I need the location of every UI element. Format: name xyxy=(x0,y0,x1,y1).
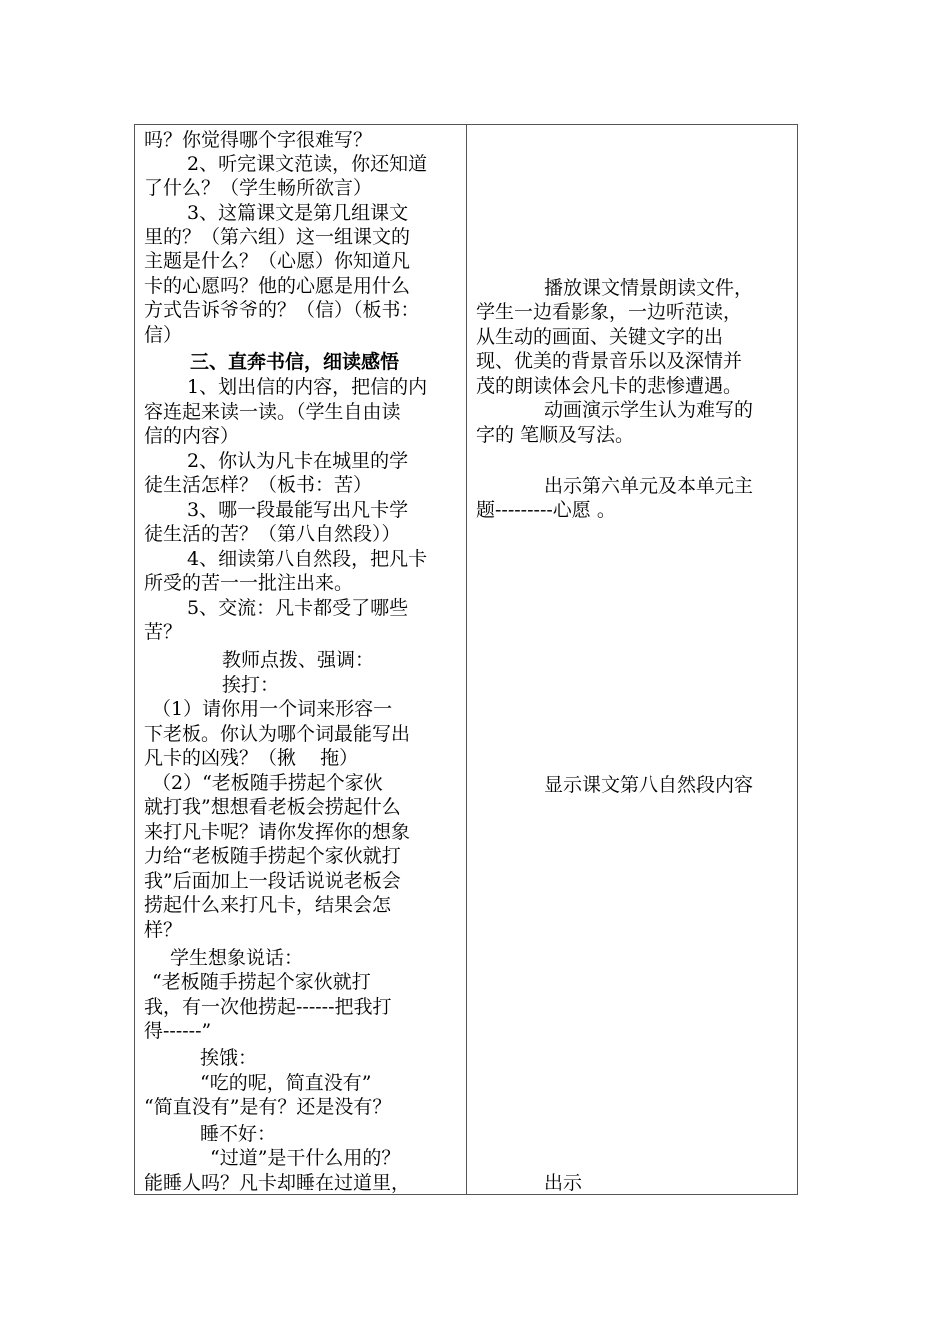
left-line: 徒生活的苦？（第八自然段）） xyxy=(144,523,401,545)
left-line: 捞起什么来打凡卡，结果会怎 xyxy=(144,894,392,916)
left-line: 学生想象说话： xyxy=(170,947,304,969)
left-line: 苦？ xyxy=(144,621,183,643)
right-line: 显示课文第八自然段内容 xyxy=(544,774,754,796)
left-line: 挨打： xyxy=(222,674,280,696)
left-line: 4、细读第八自然段，把凡卡 xyxy=(187,548,428,570)
column-divider xyxy=(466,125,467,1194)
left-line: 挨饿： xyxy=(200,1047,258,1069)
right-line: 从生动的画面、关键文字的出 xyxy=(476,326,724,348)
right-line: 出示 xyxy=(544,1172,583,1194)
left-line: 3、哪一段最能写出凡卡学 xyxy=(187,499,409,521)
left-line: （1）请你用一个词来形容一 xyxy=(152,698,393,720)
left-line: 得------” xyxy=(144,1020,212,1042)
left-line: 样？ xyxy=(144,919,183,941)
left-line: 主题是什么？（心愿）你知道凡 xyxy=(144,250,411,272)
left-line: 我，有一次他捞起------把我打 xyxy=(144,996,392,1018)
left-line: 了什么？（学生畅所欲言） xyxy=(144,177,373,199)
left-line: 力给“老板随手捞起个家伙就打 xyxy=(144,845,401,867)
left-line: 3、这篇课文是第几组课文 xyxy=(187,202,409,224)
left-line: 2、听完课文范读，你还知道 xyxy=(187,153,428,175)
right-line: 播放课文情景朗读文件， xyxy=(544,277,754,299)
left-line: “过道”是干什么用的？ xyxy=(210,1147,401,1169)
left-line: 容连起来读一读。（学生自由读 xyxy=(144,401,401,423)
left-line: 方式告诉爷爷的？（信）（板书： xyxy=(144,299,420,321)
right-line: 动画演示学生认为难写的 xyxy=(544,399,754,421)
left-line: 能睡人吗？凡卡却睡在过道里， xyxy=(144,1172,411,1194)
left-line: “老板随手捞起个家伙就打 xyxy=(152,971,371,993)
left-line: “吃的呢，简直没有” xyxy=(200,1072,372,1094)
left-line: 信的内容） xyxy=(144,425,240,447)
right-line: 学生一边看影象，一边听范读， xyxy=(476,301,743,323)
left-line: 所受的苦一一批注出来。 xyxy=(144,572,354,594)
left-line: （2）“老板随手捞起个家伙 xyxy=(152,772,383,794)
right-line: 字的 笔顺及写法。 xyxy=(476,424,635,446)
left-line: 1、划出信的内容，把信的内 xyxy=(187,376,428,398)
left-line: 就打我”想想看老板会捞起什么 xyxy=(144,796,401,818)
right-line: 茂的朗读体会凡卡的悲惨遭遇。 xyxy=(476,375,743,397)
right-line: 题---------心愿 。 xyxy=(476,499,616,521)
left-line: 5、交流：凡卡都受了哪些 xyxy=(187,597,409,619)
left-line: 凡卡的凶残？（揪 拖） xyxy=(144,747,359,769)
left-line: 我”后面加上一段话说说老板会 xyxy=(144,870,401,892)
section-heading: 三、直奔书信，细读感悟 xyxy=(190,351,400,373)
left-line: 教师点拨、强调： xyxy=(222,649,375,671)
left-line: 吗？你觉得哪个字很难写？ xyxy=(144,129,373,151)
left-line: “简直没有”是有？还是没有？ xyxy=(144,1096,392,1118)
right-line: 出示第六单元及本单元主 xyxy=(544,475,754,497)
left-line: 徒生活怎样？（板书：苦） xyxy=(144,474,373,496)
left-line: 里的？（第六组）这一组课文的 xyxy=(144,226,411,248)
left-line: 卡的心愿吗？他的心愿是用什么 xyxy=(144,275,411,297)
left-line: 下老板。你认为哪个词最能写出 xyxy=(144,723,411,745)
left-line: 2、你认为凡卡在城里的学 xyxy=(187,450,409,472)
left-line: 睡不好： xyxy=(200,1123,277,1145)
left-line: 来打凡卡呢？请你发挥你的想象 xyxy=(144,821,411,843)
left-line: 信） xyxy=(144,324,183,346)
right-line: 现、优美的背景音乐以及深情并 xyxy=(476,350,743,372)
